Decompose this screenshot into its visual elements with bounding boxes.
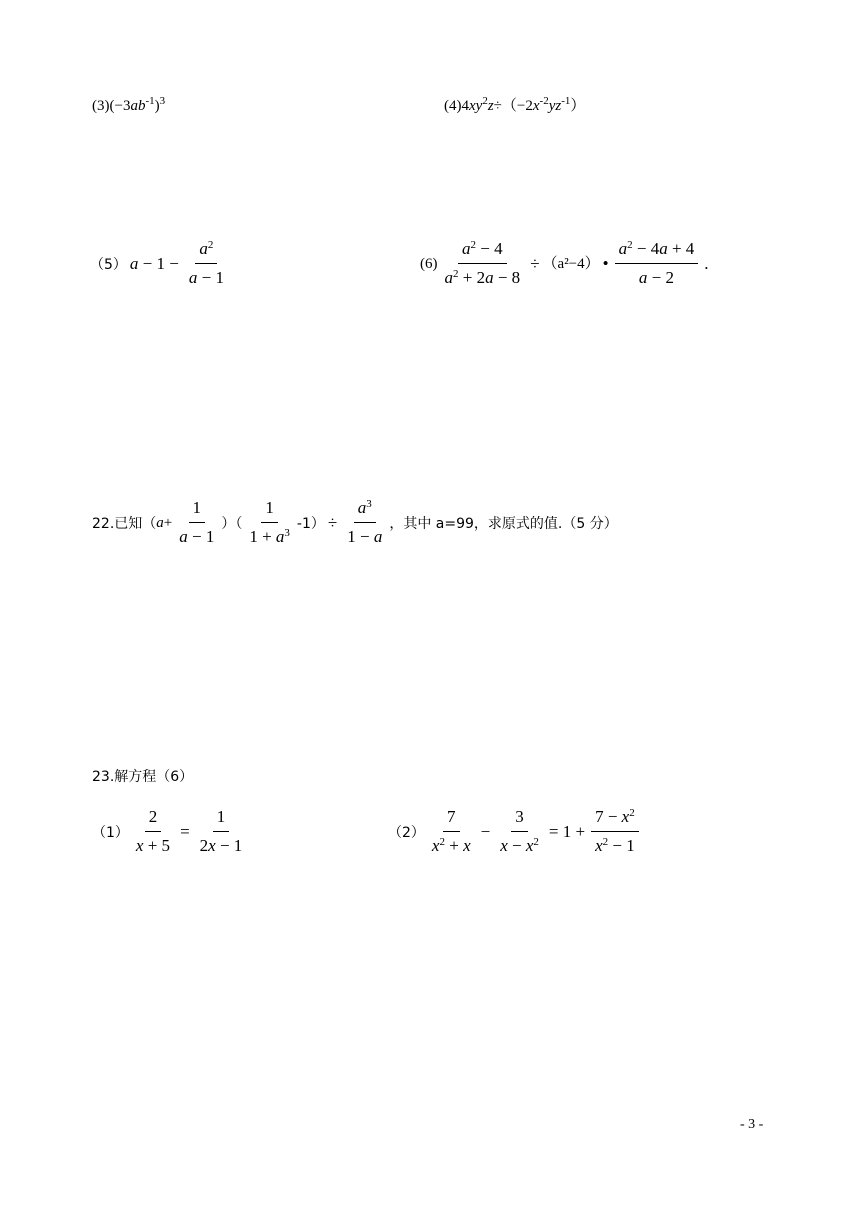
problem-3-expression: $(-3ab^{-1})^3$ xyxy=(109,94,166,114)
question-22-fraction-1: $\frac{1}{a - 1}$ xyxy=(179,498,215,546)
problem-5-label: （5） xyxy=(90,256,127,273)
question-22-minus-one: -1） xyxy=(296,515,325,532)
question-23-part-2-term-3: $\frac{7 - x^2}{x^2 - 1}$ xyxy=(591,806,639,857)
problem-4-label: (4) xyxy=(444,98,462,114)
problem-4 xyxy=(444,94,586,115)
question-23-part-1-rhs: $\frac{1}{2x - 1}$ xyxy=(199,807,243,855)
question-22-divide: ÷ xyxy=(327,512,338,532)
question-22 xyxy=(92,497,618,548)
problem-6-label: (6) xyxy=(420,255,438,272)
problem-5-fraction: $\frac{a^2}{a - 1}$ xyxy=(188,238,224,287)
question-22-paren: ）（ xyxy=(221,515,243,532)
question-23-part-2-term-2: $\frac{3}{x - x^2}$ xyxy=(500,807,539,855)
question-23-part-2-minus: − xyxy=(480,821,491,841)
problem-6-middle: （a²−4） xyxy=(542,255,600,272)
problem-5 xyxy=(90,238,231,289)
question-22-fraction-3: $\frac{a^3}{1 - a}$ xyxy=(347,497,383,546)
question-22-label: 22.已知（ xyxy=(92,515,157,532)
question-23-part-1-lhs: $\frac{2}{x + 5}$ xyxy=(135,807,171,855)
question-23-part-1-label: （1） xyxy=(92,824,129,841)
problem-6-fraction-1: $\frac{a^2 - 4}{a^2 + 2a - 8}$ xyxy=(444,238,521,287)
question-23-title: 23.解方程（6） xyxy=(92,769,194,785)
problem-6-dot: • xyxy=(602,253,609,273)
problem-6-divide: ÷ xyxy=(530,253,540,273)
question-23-part-2-equals: = 1 + xyxy=(548,821,586,841)
problem-6 xyxy=(420,238,712,289)
problem-3-label: (3) xyxy=(92,98,110,114)
problem-6-fraction-2: $\frac{a^2 - 4a + 4}{a - 2}$ xyxy=(615,238,699,289)
problem-3 xyxy=(92,94,166,115)
question-23-part-2-term-1: $\frac{7}{x^2 + x}$ xyxy=(431,807,471,855)
question-23-part-2-label: （2） xyxy=(388,824,425,841)
question-23-part-2 xyxy=(388,806,642,857)
problem-4-expression: $4xy^2z\div(-2x^{-2}yz^{-1})$ xyxy=(461,94,586,114)
problem-5-lhs: a − 1 − xyxy=(129,253,179,273)
question-23-part-1-equals: = xyxy=(180,821,190,841)
question-23-part-1 xyxy=(92,806,249,857)
question-22-fraction-2: $\frac{1}{1 + a^3}$ xyxy=(249,498,290,546)
question-22-a-plus: a+ xyxy=(156,514,173,531)
question-22-tail: ，其中 a=99，求原式的值.（5 分） xyxy=(389,515,618,532)
problem-6-period: . xyxy=(704,253,709,273)
page-number: - 3 - xyxy=(740,1117,764,1132)
